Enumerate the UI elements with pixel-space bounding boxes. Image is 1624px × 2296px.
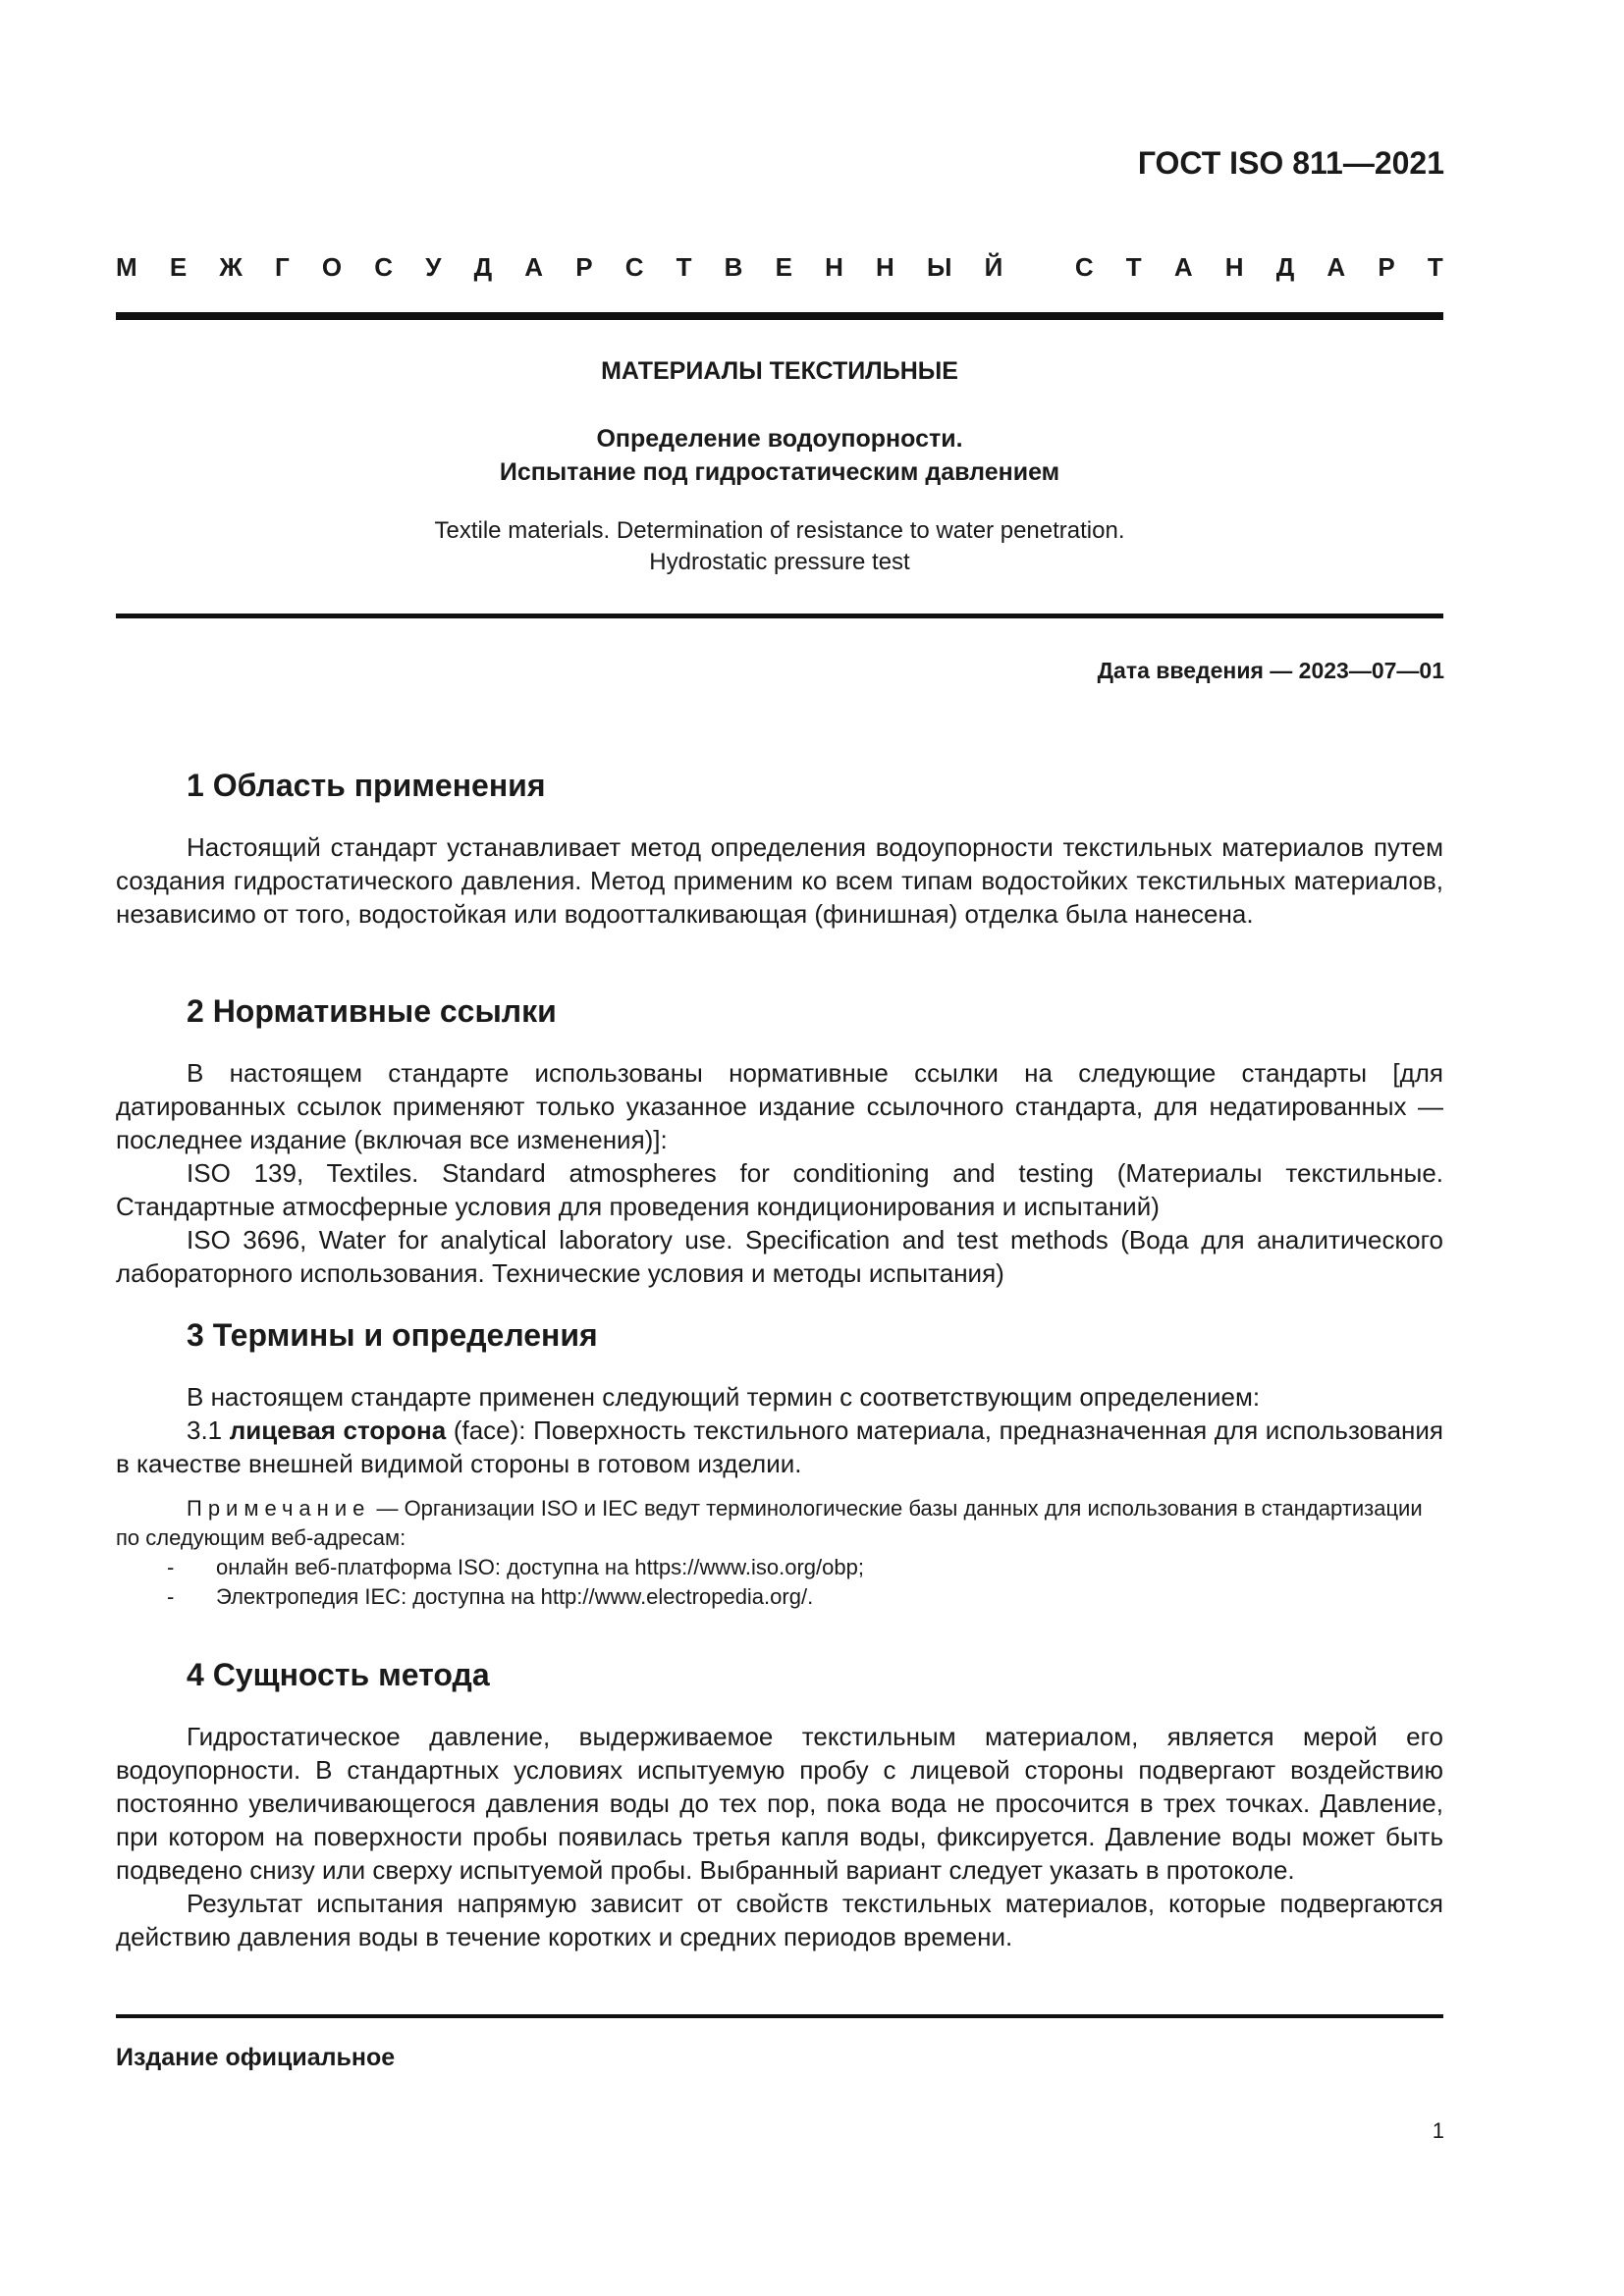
- heading-letter: Й: [984, 252, 1003, 282]
- heading-letter: Р: [1378, 252, 1395, 282]
- heading-letter: А: [1173, 252, 1193, 282]
- term-number: 3.1: [187, 1415, 223, 1445]
- heading-letter: Е: [169, 252, 188, 282]
- heading-letter: С: [1074, 252, 1094, 282]
- section-1-paragraph: Настоящий стандарт устанавливает метод определения водоупорности текстильных материалов путем создания гидростатического давления. Метод применим ко всем типам водостойких текстильных материалов, независимо от того, водостойкая или водоотталкивающая (финишная) отделка была нанесена.: [116, 832, 1443, 929]
- heading-letter: С: [624, 252, 644, 282]
- section-2-reference-iso139: ISO 139, Textiles. Standard atmospheres for conditioning and testing (Материалы текстильные. Стандартные атмосферные условия для проведения кондиционирования и испытаний): [116, 1158, 1443, 1221]
- official-edition-label: Издание официальное: [116, 2044, 396, 2071]
- footer-divider: [116, 2014, 1443, 2018]
- heading-letter: Н: [876, 252, 894, 282]
- note-bullet-iec: - Электропедия IEC: доступна на http://www.electropedia.org/.: [116, 1582, 1443, 1612]
- section-3-paragraph: В настоящем стандарте применен следующий термин с соответствующим определением:: [187, 1382, 1261, 1412]
- heading-letter: В: [724, 252, 743, 282]
- page-number: 1: [1432, 2118, 1444, 2143]
- document-title: МАТЕРИАЛЫ ТЕКСТИЛЬНЫЕ: [601, 357, 958, 385]
- interstate-standard-heading: [116, 252, 1443, 283]
- section-2-heading: 2 Нормативные ссылки: [187, 993, 557, 1029]
- top-divider: [116, 312, 1443, 320]
- bullet-mark: -: [167, 1584, 175, 1609]
- section-3-note: [116, 1494, 1443, 1612]
- section-4-heading: 4 Сущность метода: [187, 1657, 490, 1692]
- introduction-date: Дата введения — 2023—07—01: [1097, 658, 1444, 683]
- heading-letter: Ы: [926, 252, 952, 282]
- heading-letter: Т: [1125, 252, 1142, 282]
- heading-letter: Е: [775, 252, 792, 282]
- heading-word-gap: [1035, 252, 1042, 283]
- section-3-body: [116, 1380, 1443, 1480]
- term-definition: [116, 1414, 1443, 1480]
- heading-letter: Г: [274, 252, 290, 282]
- section-2-body: [116, 1056, 1443, 1290]
- title-divider: [116, 614, 1443, 618]
- section-1-heading: 1 Область применения: [187, 768, 546, 803]
- english-title-line-2: Hydrostatic pressure test: [649, 549, 910, 575]
- section-4-paragraph-2: Результат испытания напрямую зависит от свойств текстильных материалов, которые подвергаются действию давления воды в течение коротких и средних периодов времени.: [116, 1889, 1443, 1951]
- heading-letter: У: [425, 252, 442, 282]
- document-subtitle: [116, 422, 1443, 489]
- bullet-mark: -: [167, 1555, 175, 1579]
- heading-letter: Т: [1427, 252, 1443, 282]
- subtitle-line-1: Определение водоупорности.: [596, 425, 963, 453]
- term-name: лицевая сторона: [229, 1415, 447, 1445]
- section-2-reference-iso3696: ISO 3696, Water for analytical laboratory use. Specification and test methods (Вода для аналитического лабораторного использования. Технические условия и методы испытания): [116, 1225, 1443, 1288]
- term-description: (face): Поверхность текстильного материала, предназначенная для использования в качестве внешней видимой стороны в готовом изделии.: [116, 1415, 1443, 1478]
- heading-letter: Д: [1275, 252, 1295, 282]
- english-title: [116, 515, 1443, 578]
- note-label: Примечание: [187, 1496, 371, 1521]
- note-bullet-iso: - онлайн веб-платформа ISO: доступна на https://www.iso.org/obp;: [116, 1553, 1443, 1582]
- heading-letter: Н: [825, 252, 843, 282]
- section-1-body: [116, 830, 1443, 931]
- section-3-heading: 3 Термины и определения: [187, 1317, 598, 1353]
- heading-letter: О: [321, 252, 343, 282]
- document-code: ГОСТ ISO 811—2021: [1137, 145, 1444, 181]
- heading-letter: Р: [575, 252, 593, 282]
- heading-letter: А: [524, 252, 544, 282]
- heading-letter: М: [116, 252, 137, 282]
- heading-letter: Т: [676, 252, 692, 282]
- section-2-paragraph-1: В настоящем стандарте использованы нормативные ссылки на следующие стандарты [для датированных ссылок применяют только указанное издание ссылочного стандарта, для недатированных — последнее издание (включая все изменения)]:: [116, 1058, 1443, 1154]
- section-4-paragraph-1: Гидростатическое давление, выдерживаемое текстильным материалом, является мерой его водоупорности. В стандартных условиях испытуемую пробу с лицевой стороны подвергают воздействию постоянно увеличивающегося давления воды до тех пор, пока вода не просочится в трех точках. Давление, при котором на поверхности пробы появилась третья капля воды, фиксируется. Давление воды может быть подведено снизу или сверху испытуемой пробы. Выбранный вариант следует указать в протоколе.: [116, 1722, 1443, 1885]
- english-title-line-1: Textile materials. Determination of resistance to water penetration.: [434, 517, 1125, 544]
- heading-letter: А: [1326, 252, 1346, 282]
- heading-letter: Ж: [219, 252, 243, 282]
- heading-letter: Н: [1224, 252, 1244, 282]
- subtitle-line-2: Испытание под гидростатическим давлением: [499, 458, 1060, 486]
- note-text: — Организации ISO и IEC ведут терминологические базы данных для использования в стандартизации по следующим веб-адресам:: [116, 1496, 1423, 1550]
- section-4-body: [116, 1720, 1443, 1953]
- heading-letter: С: [374, 252, 394, 282]
- heading-letter: Д: [473, 252, 493, 282]
